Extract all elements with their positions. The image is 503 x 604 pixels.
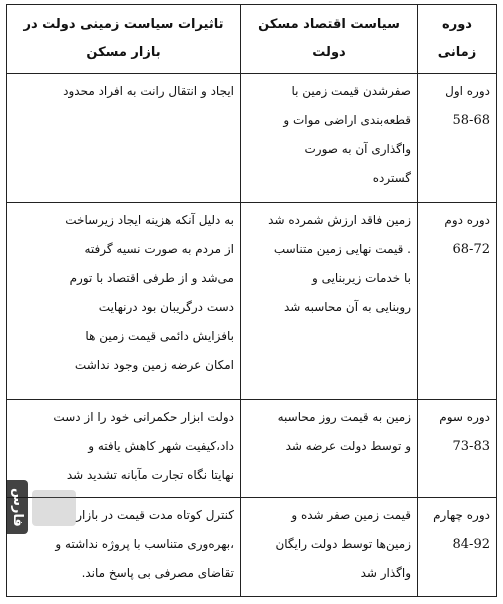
header-effect: تاثیرات سیاست زمینی دولت در بازار مسکن: [7, 5, 241, 74]
policy-cell: [241, 74, 418, 203]
policy-line: واگذار شد: [360, 566, 411, 580]
effect-cell: [7, 74, 241, 203]
period-name: دوره دوم: [444, 213, 490, 227]
period-years: 68-72: [452, 242, 490, 257]
period-name: دوره چهارم: [433, 508, 490, 522]
policy-line: روبنایی به آن محاسبه شد: [283, 300, 411, 314]
document-page: [6, 4, 496, 597]
policy-line: گسترده: [372, 171, 411, 185]
table-row: [7, 400, 497, 498]
policy-line: زمین به قیمت روز محاسبه: [277, 410, 411, 424]
policy-line: واگذاری آن به صورت: [304, 142, 411, 156]
table-row: [7, 498, 497, 597]
effect-line: دولت ابزار حکمرانی خود را از دست: [53, 410, 234, 424]
effect-line: به دلیل آنکه هزینه ایجاد زیرساخت: [65, 213, 234, 227]
effect-line: داد،کیفیت شهر کاهش یافته و: [88, 439, 234, 453]
policy-cell: [241, 203, 418, 400]
land-policy-table: [6, 4, 497, 597]
table-row: [7, 74, 497, 203]
policy-cell: [241, 498, 418, 597]
effect-line: دست درگریبان بود درنهایت: [98, 300, 234, 314]
effect-cell: [7, 400, 241, 498]
table-row: [7, 203, 497, 400]
period-years: 58-68: [452, 113, 490, 128]
period-years: 73-83: [452, 439, 490, 454]
effect-line: ایجاد و انتقال رانت به افراد محدود: [63, 84, 234, 98]
policy-line: با خدمات زیربنایی و: [311, 271, 411, 285]
policy-line: قیمت زمین صفر شده و: [291, 508, 411, 522]
period-cell: [418, 203, 497, 400]
header-period: دوره زمانی: [418, 5, 497, 74]
watermark-shadow: [32, 490, 76, 526]
watermark-label: فارس: [10, 487, 25, 527]
policy-line: . قیمت نهایی زمین متناسب: [273, 242, 411, 256]
policy-line: زمین‌ها توسط دولت رایگان: [275, 537, 411, 551]
period-name: دوره سوم: [439, 410, 490, 424]
policy-line: صفرشدن قیمت زمین با: [291, 84, 411, 98]
effect-line: می‌شد و از طرفی اقتصاد با تورم: [69, 271, 234, 285]
period-cell: [418, 400, 497, 498]
table-body: [7, 74, 497, 597]
effect-line: نهایتا نگاه تجارت مآبانه تشدید شد: [66, 468, 234, 482]
effect-line: تقاضای مصرفی بی پاسخ ماند.: [81, 566, 234, 580]
effect-line: امکان عرضه زمین وجود نداشت: [74, 358, 234, 372]
policy-cell: [241, 400, 418, 498]
fars-logo-watermark: [6, 480, 28, 534]
effect-line: از مردم به صورت نسیه گرفته: [84, 242, 234, 256]
policy-line: قطعه‌بندی اراضی موات و: [283, 113, 411, 127]
policy-line: و توسط دولت عرضه شد: [285, 439, 411, 453]
effect-line: بافزایش دائمی قیمت زمین ها: [85, 329, 234, 343]
period-name: دوره اول: [445, 84, 490, 98]
period-cell: [418, 74, 497, 203]
table-header-row: [7, 5, 497, 74]
policy-line: زمین فاقد ارزش شمرده شد: [268, 213, 411, 227]
period-years: 84-92: [452, 537, 490, 552]
header-policy: سیاست اقتصاد مسکن دولت: [241, 5, 418, 74]
effect-line: کنترل کوتاه مدت قیمت در بازار: [76, 508, 234, 522]
effect-line: ،بهره‌وری متناسب با پروژه نداشته و: [55, 537, 234, 551]
effect-cell: [7, 203, 241, 400]
period-cell: [418, 498, 497, 597]
